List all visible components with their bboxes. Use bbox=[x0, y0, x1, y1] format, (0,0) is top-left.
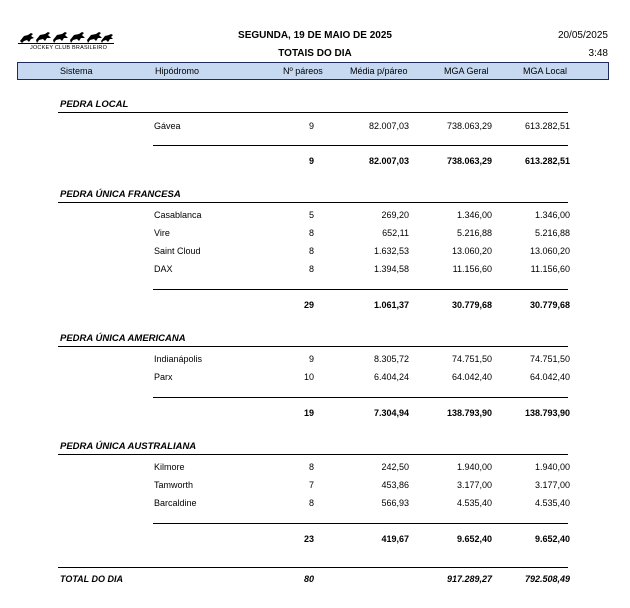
media-cell: 566,93 bbox=[381, 498, 409, 508]
section-divider bbox=[58, 346, 568, 347]
media-cell: 269,20 bbox=[381, 210, 409, 220]
subtotal-mga-geral: 138.793,90 bbox=[446, 408, 492, 418]
col-hipodromo: Hipódromo bbox=[155, 66, 200, 76]
section-title: PEDRA ÚNICA AUSTRALIANA bbox=[60, 441, 197, 452]
section-title: PEDRA ÚNICA FRANCESA bbox=[60, 189, 181, 200]
mga-local-cell: 4.535,40 bbox=[534, 498, 570, 508]
mga-geral-cell: 3.177,00 bbox=[456, 480, 492, 490]
pareos-cell: 8 bbox=[308, 246, 314, 256]
pareos-cell: 9 bbox=[308, 354, 314, 364]
subtotal-divider bbox=[153, 289, 568, 290]
mga-geral-cell: 13.060,20 bbox=[451, 246, 492, 256]
mga-local-cell: 5.216,88 bbox=[534, 228, 570, 238]
mga-geral-cell: 738.063,29 bbox=[446, 121, 492, 131]
pareos-cell: 10 bbox=[303, 372, 314, 382]
subtotal-media: 7.304,94 bbox=[373, 408, 409, 418]
subtotal-divider bbox=[153, 145, 568, 146]
pareos-cell: 8 bbox=[308, 228, 314, 238]
hipodromo-cell: Casablanca bbox=[154, 210, 202, 220]
hipodromo-cell: Saint Cloud bbox=[154, 246, 201, 256]
col-mga-geral: MGA Geral bbox=[444, 66, 489, 76]
hipodromo-cell: DAX bbox=[154, 264, 173, 274]
media-cell: 242,50 bbox=[381, 462, 409, 472]
subtotal-divider bbox=[153, 397, 568, 398]
mga-local-cell: 3.177,00 bbox=[534, 480, 570, 490]
section-title: PEDRA LOCAL bbox=[60, 99, 129, 110]
mga-local-cell: 13.060,20 bbox=[529, 246, 570, 256]
col-mga-local: MGA Local bbox=[523, 66, 568, 76]
media-cell: 1.394,58 bbox=[373, 264, 409, 274]
subtotal-mga-local: 9.652,40 bbox=[534, 534, 570, 544]
pareos-cell: 5 bbox=[308, 210, 314, 220]
hipodromo-cell: Parx bbox=[154, 372, 173, 382]
subtotal-pareos: 23 bbox=[303, 534, 314, 544]
section-divider bbox=[58, 202, 568, 203]
subtotal-media: 1.061,37 bbox=[373, 300, 409, 310]
pareos-cell: 8 bbox=[308, 498, 314, 508]
section-title: PEDRA ÚNICA AMERICANA bbox=[60, 333, 186, 344]
column-header-bar bbox=[17, 62, 609, 80]
mga-geral-cell: 74.751,50 bbox=[451, 354, 492, 364]
hipodromo-cell: Indianápolis bbox=[154, 354, 203, 364]
logo-text: JOCKEY CLUB BRASILEIRO bbox=[30, 45, 108, 51]
mga-local-cell: 11.156,60 bbox=[530, 264, 570, 274]
mga-geral-cell: 11.156,60 bbox=[452, 264, 492, 274]
section-divider bbox=[58, 112, 568, 113]
grand-total-pareos: 80 bbox=[303, 574, 314, 584]
mga-geral-cell: 64.042,40 bbox=[451, 372, 492, 382]
subtotal-mga-local: 30.779,68 bbox=[529, 300, 570, 310]
media-cell: 652,11 bbox=[382, 228, 409, 238]
subtotal-media: 82.007,03 bbox=[368, 156, 409, 166]
mga-local-cell: 1.346,00 bbox=[534, 210, 570, 220]
report-date: SEGUNDA, 19 DE MAIO DE 2025 bbox=[238, 30, 392, 41]
print-date: 20/05/2025 bbox=[557, 30, 608, 41]
mga-geral-cell: 4.535,40 bbox=[456, 498, 492, 508]
mga-local-cell: 1.940,00 bbox=[534, 462, 570, 472]
hipodromo-cell: Kilmore bbox=[154, 462, 185, 472]
media-cell: 453,86 bbox=[381, 480, 409, 490]
report-title: TOTAIS DO DIA bbox=[278, 48, 352, 59]
hipodromo-cell: Vire bbox=[154, 228, 170, 238]
col-sistema: Sistema bbox=[60, 66, 93, 76]
mga-local-cell: 613.282,51 bbox=[524, 121, 570, 131]
media-cell: 82.007,03 bbox=[368, 121, 409, 131]
pareos-cell: 8 bbox=[308, 462, 314, 472]
subtotal-pareos: 9 bbox=[308, 156, 314, 166]
section-divider bbox=[58, 454, 568, 455]
media-cell: 1.632,53 bbox=[373, 246, 409, 256]
subtotal-media: 419,67 bbox=[381, 534, 409, 544]
subtotal-mga-local: 138.793,90 bbox=[524, 408, 570, 418]
pareos-cell: 7 bbox=[308, 480, 314, 490]
pareos-cell: 8 bbox=[308, 264, 314, 274]
media-cell: 6.404,24 bbox=[373, 372, 409, 382]
subtotal-mga-geral: 30.779,68 bbox=[451, 300, 492, 310]
hipodromo-cell: Gávea bbox=[154, 121, 181, 131]
subtotal-pareos: 19 bbox=[303, 408, 314, 418]
col-pareos: Nº páreos bbox=[283, 66, 323, 76]
hipodromo-cell: Barcaldine bbox=[154, 498, 197, 508]
grand-total-mga-local: 792.508,49 bbox=[524, 574, 570, 584]
print-time: 3:48 bbox=[588, 48, 608, 59]
subtotal-mga-geral: 738.063,29 bbox=[446, 156, 492, 166]
mga-local-cell: 74.751,50 bbox=[529, 354, 570, 364]
mga-geral-cell: 1.346,00 bbox=[456, 210, 492, 220]
hipodromo-cell: Tamworth bbox=[154, 480, 194, 490]
grand-total-label: TOTAL DO DIA bbox=[60, 574, 123, 584]
media-cell: 8.305,72 bbox=[373, 354, 409, 364]
mga-geral-cell: 1.940,00 bbox=[456, 462, 492, 472]
subtotal-mga-local: 613.282,51 bbox=[524, 156, 570, 166]
subtotal-divider bbox=[153, 523, 568, 524]
grand-total-divider bbox=[58, 567, 568, 568]
grand-total-mga-geral: 917.289,27 bbox=[446, 574, 492, 584]
subtotal-pareos: 29 bbox=[303, 300, 314, 310]
mga-local-cell: 64.042,40 bbox=[529, 372, 570, 382]
pareos-cell: 9 bbox=[308, 121, 314, 131]
col-media: Média p/páreo bbox=[350, 66, 408, 76]
mga-geral-cell: 5.216,88 bbox=[456, 228, 492, 238]
subtotal-mga-geral: 9.652,40 bbox=[456, 534, 492, 544]
